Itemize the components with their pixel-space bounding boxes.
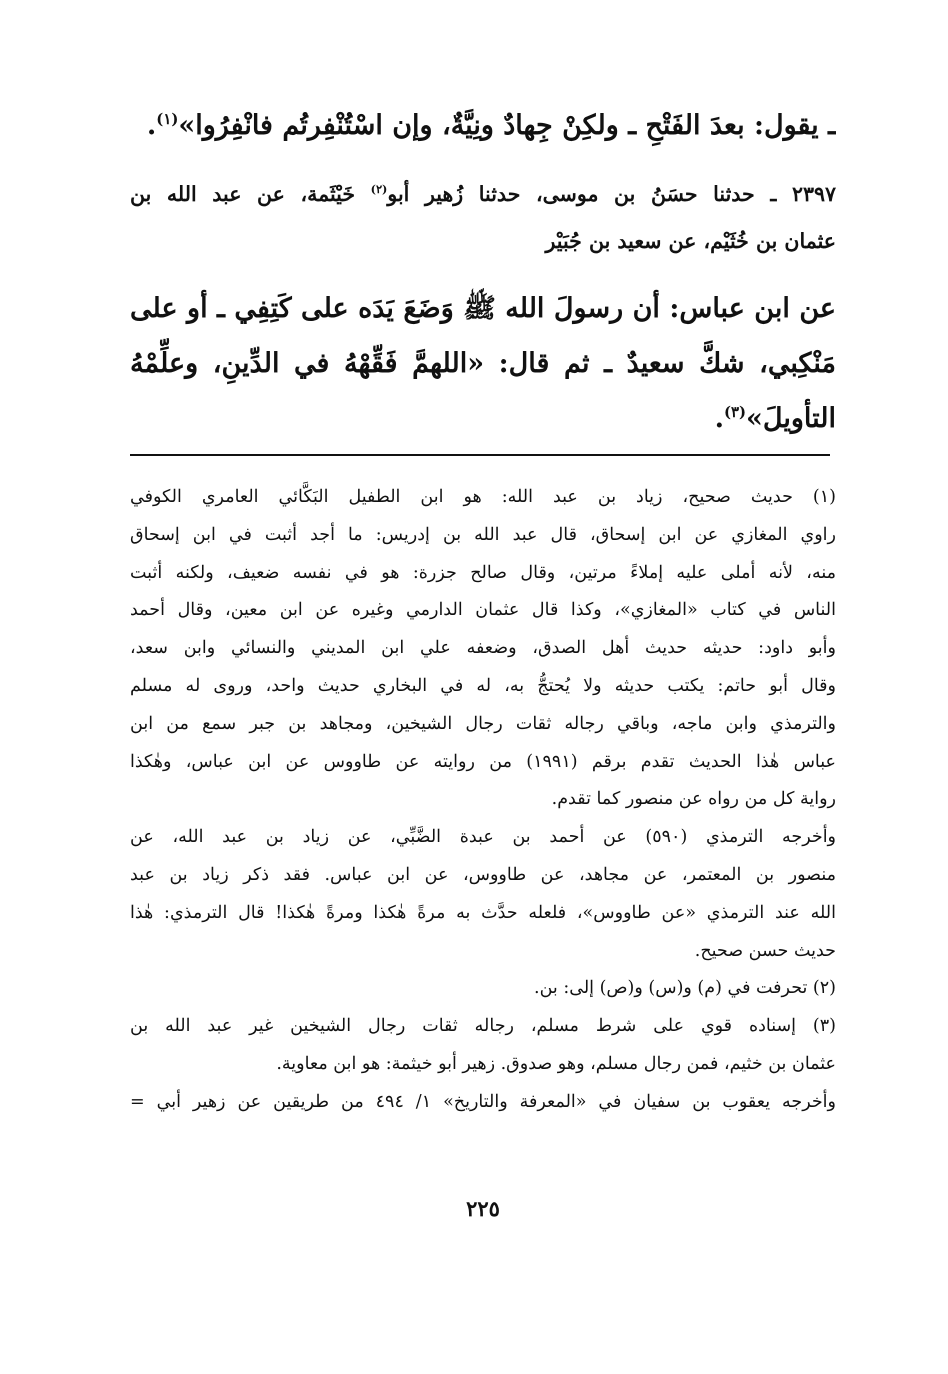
footnote-divider bbox=[130, 454, 830, 456]
footnote-ref: (٢) bbox=[370, 182, 388, 197]
footnote-line: وقال أبو حاتم: يكتب حديثه ولا يُحتجُّ به، له في البخاري حديث واحد، وروى له مسلم bbox=[130, 675, 836, 696]
text-span: . bbox=[146, 110, 157, 141]
footnote-line: الناس في كتاب «المغازي»، وكذا قال عثمان الدارمي وغيره عن ابن معين، وقال أحمد bbox=[130, 600, 836, 621]
footnote-line: وأبو داود: حديثه حديث أهل الصدق، وضعفه علي ابن المديني والنسائي وابن سعد، bbox=[130, 638, 836, 659]
hadith-text-line bbox=[130, 98, 836, 153]
footnote-line: (١) حديث صحيح، زياد بن عبد الله: هو ابن الطفيل البَكَّائي العامري الكوفي bbox=[130, 487, 836, 507]
book-page bbox=[130, 0, 836, 1374]
footnotes bbox=[130, 479, 836, 1122]
footnote-line: (٣) إسناده قوي على شرط مسلم، رجاله ثقات رجال الشيخين غير عبد الله بن bbox=[130, 1016, 836, 1037]
footnote-ref: (١) bbox=[156, 110, 179, 128]
text-span: ٢٣٩٧ ـ حدثنا حسَنُ بن موسى، حدثنا زُهير أبو bbox=[387, 182, 836, 206]
footnote-ref: (٣) bbox=[723, 403, 747, 421]
footnote-line: وأخرجه يعقوب بن سفيان في «المعرفة والتاريخ» ١/ ٤٩٤ من طريقين عن زهير أبي = bbox=[130, 1091, 836, 1112]
footnote-line: منصور بن المعتمر، عن مجاهد، عن طاووس، عن ابن عباس. فقد ذكر زياد بن عبد bbox=[130, 864, 836, 885]
footnote-line: (٢) تحرفت في (م) و(س) و(ص) إلى: بن. bbox=[534, 978, 836, 999]
footnote-line: والترمذي وابن ماجه، وباقي رجاله ثقات رجال الشيخين، ومجاهد بن جبر سمع من ابن bbox=[130, 713, 836, 734]
footnote-line: وأخرجه الترمذي (٥٩٠) عن أحمد بن عبدة الضَّبِّي، عن زياد بن عبد الله، عن bbox=[130, 827, 836, 848]
page-number: ٢٢٥ bbox=[466, 1196, 500, 1221]
hadith-text-line: عن ابن عباس: أن رسولَ الله ﷺ وَضَعَ يَدَه على كَتِفِي ـ أو على bbox=[130, 293, 836, 324]
isnad-line bbox=[130, 171, 836, 218]
isnad-line: عثمان بن خُثَيْم، عن سعيد بن جُبَيْر bbox=[545, 229, 836, 253]
text-span: التأويلَ» bbox=[746, 403, 836, 434]
footnote-line: الله عند الترمذي «عن طاووس»، فلعله حدَّث به مرةً هٰكذا ومرةً هٰكذا! قال الترمذي: هٰذا bbox=[130, 902, 836, 923]
text-span: . bbox=[714, 403, 724, 434]
hadith-text-line bbox=[130, 391, 836, 446]
footnote-line: عثمان بن خثيم، فمن رجال مسلم، وهو صدوق. زهير أبو خيثمة: هو ابن معاوية. bbox=[276, 1053, 836, 1074]
footnote-line: رواية كل من رواه عن منصور كما تقدم. bbox=[551, 789, 836, 810]
footnote-line: عباس هٰذا الحديث تقدم برقم (١٩٩١) من روايته عن طاووس عن ابن عباس، وهٰكذا bbox=[130, 751, 836, 772]
footnote-line: حديث حسن صحيح. bbox=[694, 940, 836, 961]
hadith-text-line: مَنْكِبي، شكَّ سعيدٌ ـ ثم قال: «اللهمَّ فَقِّهْهُ في الدِّينِ، وعلِّمْهُ bbox=[130, 348, 836, 379]
footnote-line: راوي المغازي عن ابن إسحاق، قال عبد الله بن إدريس: ما أجد أثبت في ابن إسحاق bbox=[130, 524, 836, 545]
text-span: خَيْثَمة، عن عبد الله بن bbox=[130, 182, 355, 206]
text-span: ـ يقول: بعدَ الفَتْحِ ـ ولكِنْ جِهادٌ ونِيَّةٌ، وإن اسْتُنْفِرتُم فانْفِرُوا» bbox=[178, 110, 836, 141]
main-text bbox=[130, 98, 836, 446]
footnote-line: منه، لأنه أملى عليه إملاءً مرتين، وقال صالح جزرة: هو في نفسه ضعيف، ولكنه أثبت bbox=[130, 562, 836, 583]
